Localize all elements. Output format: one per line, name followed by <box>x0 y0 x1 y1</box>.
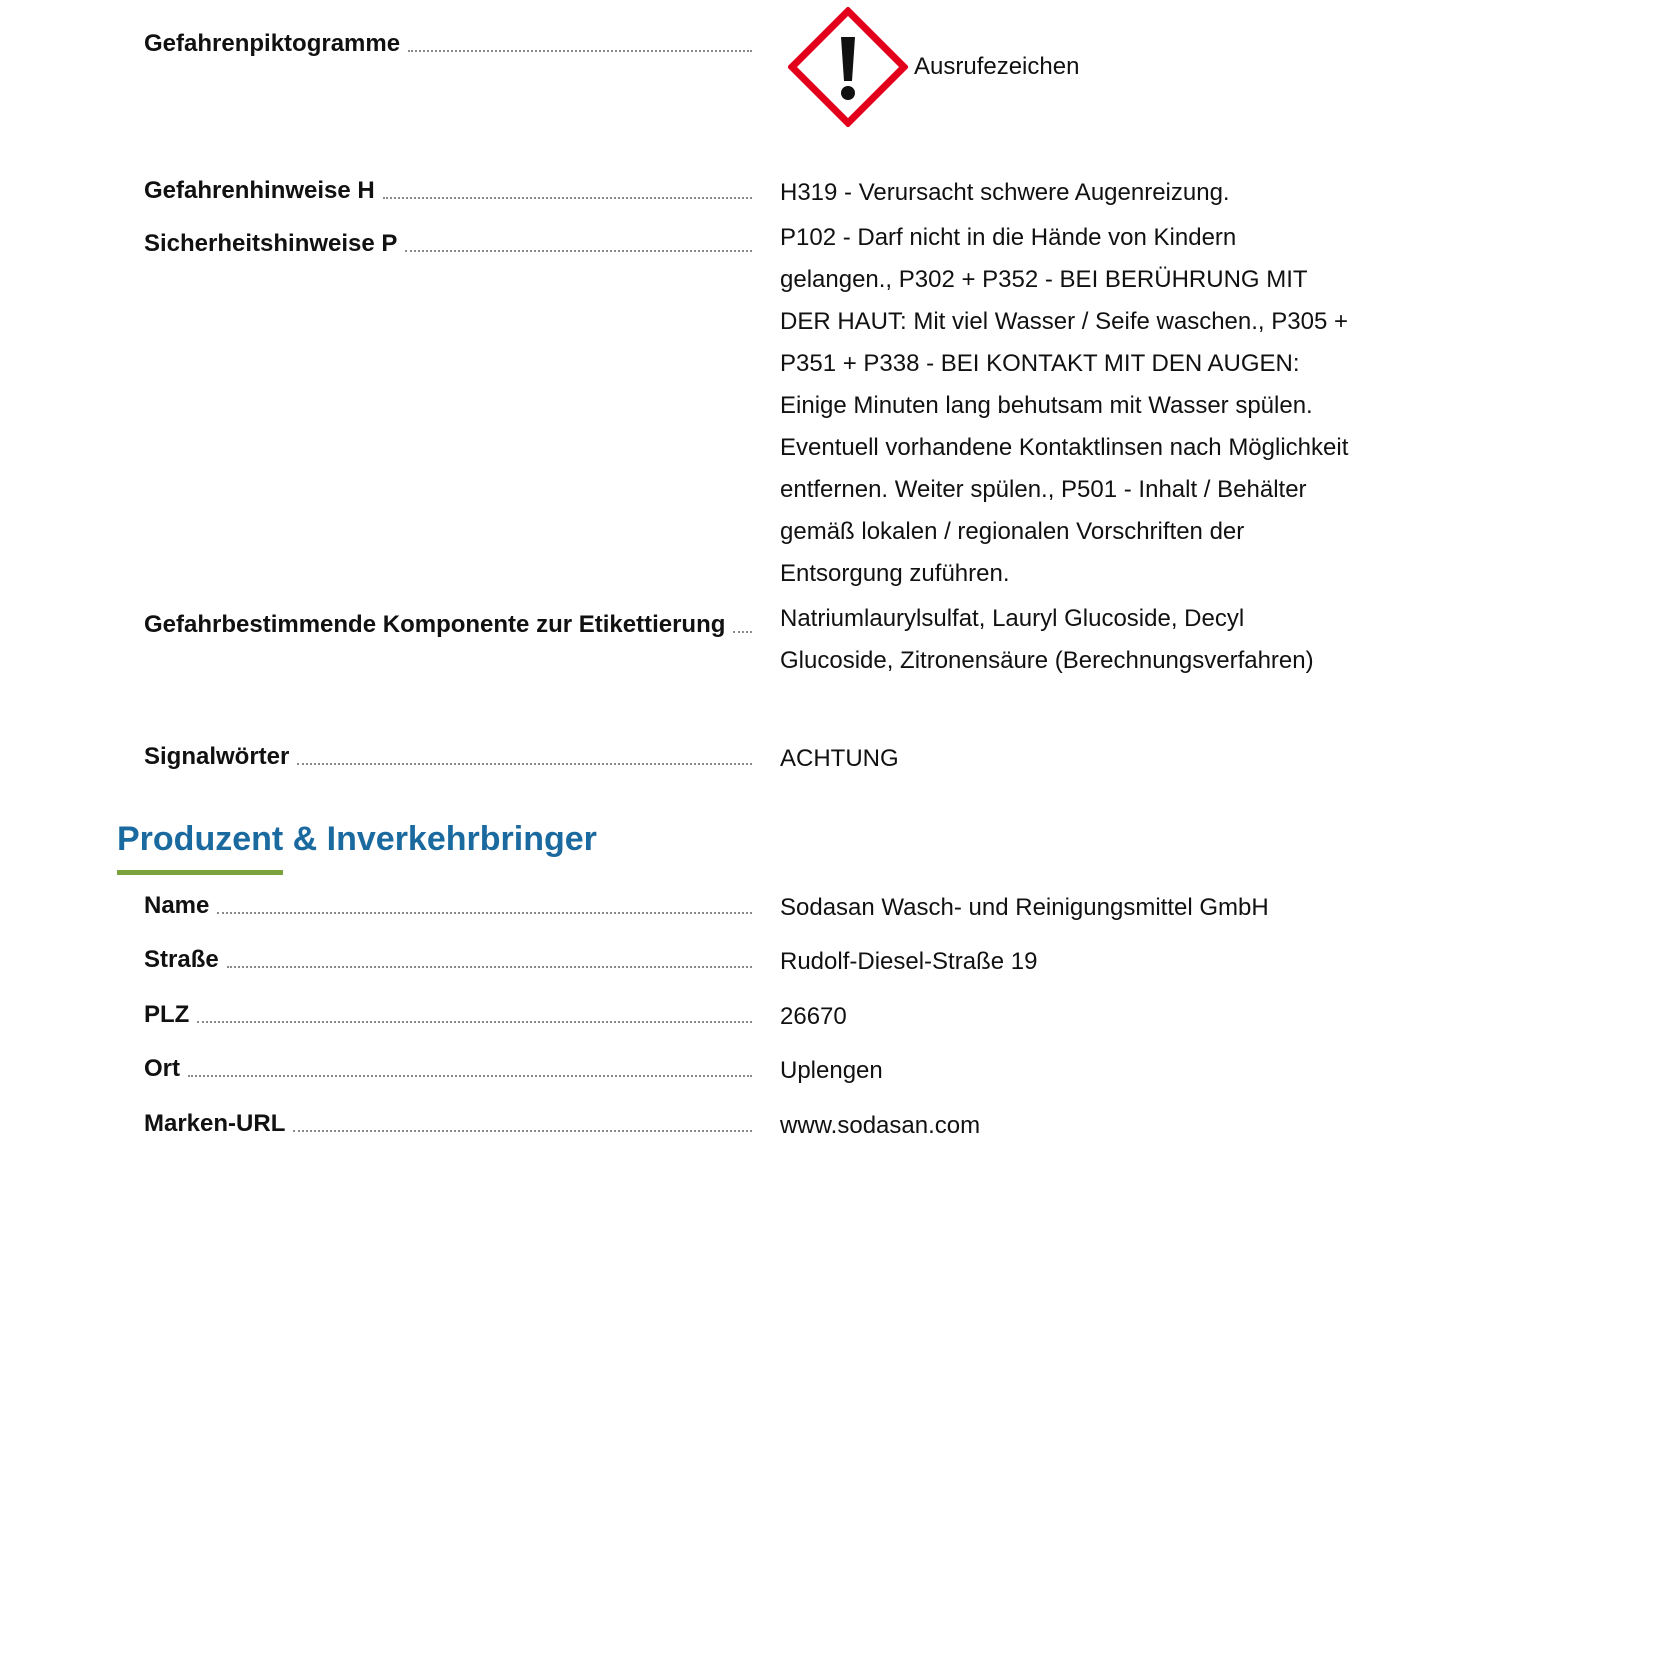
brand-url-value: www.sodasan.com <box>780 1112 981 1139</box>
components-label: Gefahrbestimmende Komponente zur Etikettierung <box>144 611 726 638</box>
dotted-leader <box>733 630 752 633</box>
producer-street-label: Straße <box>144 946 219 973</box>
pictograms-row <box>144 29 1364 127</box>
producer-zip-label: PLZ <box>144 1001 190 1028</box>
pictograms-label: Gefahrenpiktogramme <box>144 30 401 57</box>
zip-label-col <box>144 1000 752 1030</box>
street-label-col <box>144 945 752 975</box>
brand-url-label: Marken-URL <box>144 1110 286 1137</box>
section-underline <box>117 870 283 875</box>
dotted-leader <box>217 911 752 914</box>
h-statements-value: H319 - Verursacht schwere Augenreizung. <box>780 179 1230 206</box>
pictograms-value <box>780 29 1350 127</box>
url-label-col <box>144 1109 752 1139</box>
signal-words-value: ACHTUNG <box>780 745 899 772</box>
pictogram <box>788 7 1350 127</box>
exclamation-diamond-icon <box>788 7 908 127</box>
components-value: Natriumlaurylsulfat, Lauryl Glucoside, Decyl Glucoside, Zitronensäure (Berechnungsverfahren) <box>780 605 1314 674</box>
p-statements-label: Sicherheitshinweise P <box>144 230 398 257</box>
signal-words-row <box>144 742 1364 774</box>
p-statements-value: P102 - Darf nicht in die Hände von Kindern gelangen., P302 + P352 - BEI BERÜHRUNG MIT DER HAUT: Mit viel Wasser / Seife waschen., P305 + P351 + P338 - BEI KONTAKT MIT DEN AUGEN: Einige Minuten lang behutsam mit Wasser spülen. Eventuell vorhandene Kontaktlinsen nach Möglichkeit entfernen. Weiter spülen., P501 - Inhalt / Behälter gemäß lokalen / regionalen Vorschriften der Entsorgung zuführen. <box>780 224 1349 587</box>
h-label-col <box>144 176 752 206</box>
signal-label-col <box>144 742 752 772</box>
components-label-col <box>144 610 752 640</box>
brand-url-row <box>144 1109 1364 1141</box>
h-statements-row <box>144 176 1364 208</box>
producer-name-row <box>144 891 1364 923</box>
producer-zip-value: 26670 <box>780 1003 847 1030</box>
name-label-col <box>144 891 752 921</box>
dotted-leader <box>197 1020 752 1023</box>
h-statements-label: Gefahrenhinweise H <box>144 177 375 204</box>
p-label-col <box>144 229 752 259</box>
producer-city-label: Ort <box>144 1055 180 1082</box>
section-title: Produzent & Inverkehrbringer <box>117 820 597 858</box>
p-statements-row <box>144 224 1364 595</box>
dotted-leader <box>227 965 752 968</box>
producer-street-row <box>144 945 1364 977</box>
signal-words-label: Signalwörter <box>144 743 290 770</box>
producer-zip-row <box>144 1000 1364 1032</box>
pictograms-label-col <box>144 29 752 59</box>
dotted-leader <box>293 1129 752 1132</box>
dotted-leader <box>188 1074 752 1077</box>
city-label-col <box>144 1054 752 1084</box>
producer-city-row <box>144 1054 1364 1086</box>
components-row <box>144 605 1364 682</box>
pictogram-name: Ausrufezeichen <box>914 53 1080 80</box>
dotted-leader <box>383 196 752 199</box>
dotted-leader <box>408 49 752 52</box>
dotted-leader <box>405 249 752 252</box>
producer-name-label: Name <box>144 892 210 919</box>
dotted-leader <box>297 762 752 765</box>
producer-city-value: Uplengen <box>780 1057 883 1084</box>
producer-street-value: Rudolf-Diesel-Straße 19 <box>780 948 1038 975</box>
producer-name-value: Sodasan Wasch- und Reinigungsmittel GmbH <box>780 894 1269 921</box>
